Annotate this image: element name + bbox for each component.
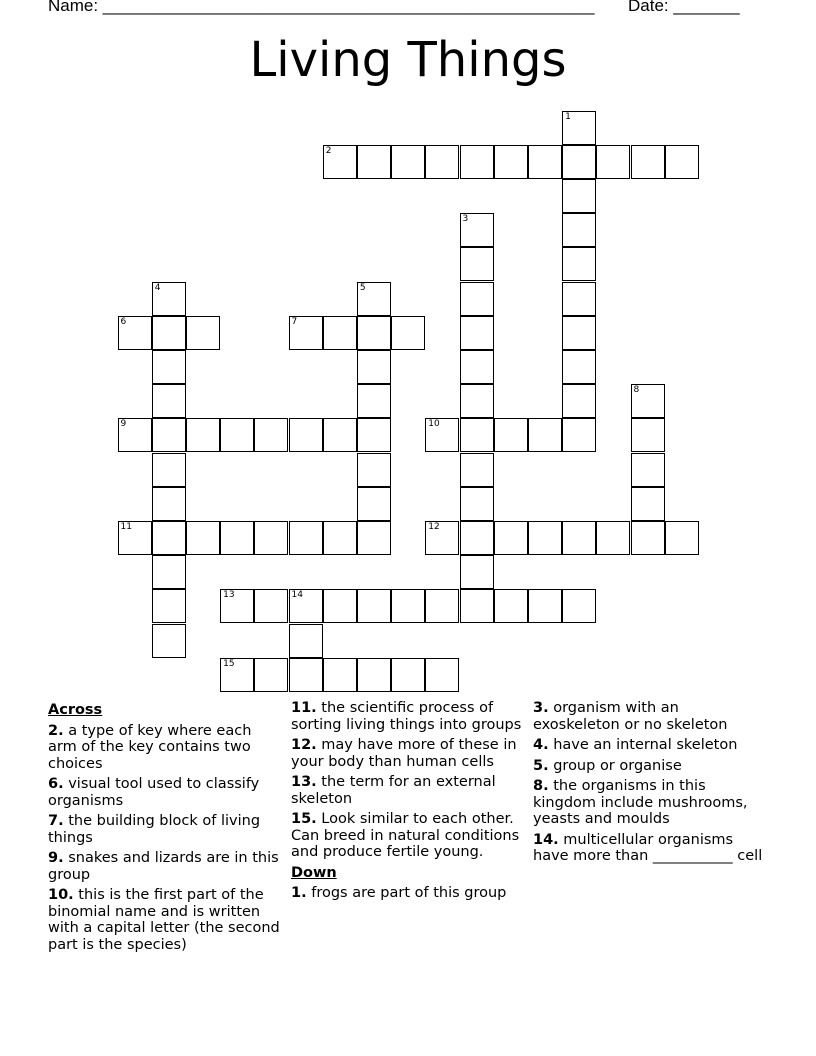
clue-item [48,887,283,953]
grid-cell[interactable] [562,521,596,555]
grid-cell[interactable] [425,418,459,452]
grid-cell[interactable] [528,589,562,623]
clue-text: snakes and lizards are in this group [48,850,279,883]
clue-number: 5. [533,757,549,774]
grid-cell[interactable] [254,418,288,452]
clue-item [48,723,283,773]
grid-cell[interactable] [460,247,494,281]
clue-text: frogs are part of this group [306,885,507,901]
down-clue-list [291,885,526,902]
grid-cell[interactable] [665,521,699,555]
grid-cell[interactable] [220,589,254,623]
clue-number: 14 [291,590,303,601]
clue-text: the term for an external skeleton [291,774,496,807]
grid-cell[interactable] [391,589,425,623]
clue-number: 14. [533,831,559,848]
grid-cell[interactable] [152,282,186,316]
grid-cell[interactable] [460,555,494,589]
grid-cell[interactable] [220,658,254,692]
grid-cell[interactable] [118,316,152,350]
clue-number: 11. [291,700,317,716]
clue-item [533,758,768,775]
grid-cell[interactable] [152,521,186,555]
grid-cell[interactable] [323,589,357,623]
clue-number: 15. [291,811,317,827]
clue-text: Look similar to each other. Can breed in natural conditions and produce fertile young. [291,811,520,860]
grid-cell[interactable] [391,145,425,179]
clue-text: visual tool used to classify organisms [48,776,260,809]
grid-cell[interactable] [118,521,152,555]
grid-cell[interactable] [425,145,459,179]
grid-cell[interactable] [631,145,665,179]
clue-item [48,776,283,809]
clue-number: 13 [223,590,235,601]
grid-cell[interactable] [562,247,596,281]
clues-column-2 [291,700,526,906]
clue-item [291,700,526,733]
grid-cell[interactable] [562,418,596,452]
grid-cell[interactable] [323,521,357,555]
grid-cell[interactable] [494,418,528,452]
clue-number: 12. [291,737,317,753]
grid-cell[interactable] [323,145,357,179]
clue-text: a type of key where each arm of the key contains two choices [48,722,252,772]
clue-number: 9. [48,850,64,866]
clues-column-1 [48,700,283,957]
grid-cell[interactable] [665,145,699,179]
grid-cell[interactable] [460,384,494,418]
grid-cell[interactable] [357,350,391,384]
clue-number: 13. [291,774,317,790]
grid-cell[interactable] [596,145,630,179]
grid-cell[interactable] [494,589,528,623]
grid-cell[interactable] [323,658,357,692]
clue-number: 8 [633,385,640,396]
grid-cell[interactable] [425,589,459,623]
clue-text: this is the first part of the binomial name and is written with a capital letter (the second part is the species) [48,887,280,953]
grid-cell[interactable] [460,213,494,247]
grid-cell[interactable] [528,145,562,179]
clue-number: 9 [120,419,127,430]
grid-cell[interactable] [391,316,425,350]
clue-text: the organisms in this kingdom include mushrooms, yeasts and moulds [533,778,748,827]
clue-item [533,832,768,865]
clue-text: may have more of these in your body than human cells [291,737,517,770]
grid-cell[interactable] [562,589,596,623]
grid-cell[interactable] [152,624,186,658]
clue-item [533,778,768,828]
grid-cell[interactable] [562,213,596,247]
grid-cell[interactable] [391,658,425,692]
clue-number: 7 [291,316,298,327]
grid-cell[interactable] [460,487,494,521]
grid-cell[interactable] [460,521,494,555]
grid-cell[interactable] [152,589,186,623]
grid-cell[interactable] [118,418,152,452]
grid-cell[interactable] [254,589,288,623]
grid-cell[interactable] [460,350,494,384]
grid-cell[interactable] [357,658,391,692]
clue-number: 2 [325,145,332,156]
grid-cell[interactable] [631,418,665,452]
grid-cell[interactable] [186,418,220,452]
clue-text: group or organise [548,757,682,774]
clue-number: 11 [120,521,132,532]
grid-cell[interactable] [289,624,323,658]
grid-cell[interactable] [357,282,391,316]
name-field: Name: ____________________________________________________ [48,0,595,15]
grid-cell[interactable] [254,521,288,555]
clue-text: the scientific process of sorting living things into groups [291,700,522,733]
grid-cell[interactable] [562,145,596,179]
grid-cell[interactable] [357,589,391,623]
clues-column-3 [533,700,768,869]
grid-cell[interactable] [152,316,186,350]
date-field: Date: _______ [628,0,740,15]
grid-cell[interactable] [460,418,494,452]
grid-cell[interactable] [528,521,562,555]
grid-cell[interactable] [631,487,665,521]
clue-number: 2. [48,722,64,739]
clue-number: 10. [48,887,74,903]
grid-cell[interactable] [562,384,596,418]
grid-cell[interactable] [562,316,596,350]
clue-number: 1. [291,885,307,901]
clue-text: multicellular organisms have more than ___________ cell [533,831,763,864]
grid-cell[interactable] [460,316,494,350]
grid-cell[interactable] [494,521,528,555]
grid-cell[interactable] [357,418,391,452]
clue-number: 5 [359,282,366,293]
clue-number: 4. [533,737,549,753]
down-clue-list-continued [533,700,768,865]
clue-number: 7. [48,813,64,829]
clue-number: 6. [48,776,64,792]
grid-cell[interactable] [562,282,596,316]
grid-cell[interactable] [357,453,391,487]
grid-cell[interactable] [357,145,391,179]
grid-cell[interactable] [460,282,494,316]
grid-cell[interactable] [460,145,494,179]
clue-item [291,774,526,807]
grid-cell[interactable] [562,179,596,213]
grid-cell[interactable] [152,350,186,384]
grid-cell[interactable] [289,418,323,452]
clue-item [291,737,526,770]
grid-cell[interactable] [631,521,665,555]
grid-cell[interactable] [323,316,357,350]
grid-cell[interactable] [494,145,528,179]
grid-cell[interactable] [289,316,323,350]
grid-cell[interactable] [596,521,630,555]
across-clue-list [48,723,283,954]
grid-cell[interactable] [425,658,459,692]
clue-number: 12 [428,521,440,532]
clue-item [533,737,768,754]
grid-cell[interactable] [631,384,665,418]
clue-text: have an internal skeleton [548,737,738,753]
grid-cell[interactable] [186,521,220,555]
clue-item [48,813,283,846]
clue-number: 3 [462,214,469,225]
across-heading: Across [48,702,103,718]
grid-cell[interactable] [562,111,596,145]
grid-cell[interactable] [631,453,665,487]
grid-cell[interactable] [357,316,391,350]
down-heading: Down [291,864,337,881]
grid-cell[interactable] [323,418,357,452]
grid-cell[interactable] [152,487,186,521]
grid-cell[interactable] [357,521,391,555]
clue-item [291,811,526,861]
clue-item [291,885,526,902]
page-title: Living Things [249,32,567,88]
grid-cell[interactable] [289,521,323,555]
clue-number: 1 [565,111,571,122]
grid-cell[interactable] [289,658,323,692]
clue-number: 15 [223,658,235,669]
grid-cell[interactable] [220,418,254,452]
grid-cell[interactable] [152,453,186,487]
grid-cell[interactable] [186,316,220,350]
across-clue-list-continued [291,700,526,861]
grid-cell[interactable] [357,487,391,521]
grid-cell[interactable] [562,350,596,384]
grid-cell[interactable] [152,555,186,589]
grid-cell[interactable] [460,453,494,487]
clue-number: 10 [428,419,440,430]
clue-number: 4 [154,282,161,293]
grid-cell[interactable] [289,589,323,623]
grid-cell[interactable] [460,589,494,623]
clue-number: 3. [533,700,549,716]
grid-cell[interactable] [357,384,391,418]
clue-text: organism with an exoskeleton or no skeleton [533,700,728,733]
grid-cell[interactable] [152,418,186,452]
grid-cell[interactable] [152,384,186,418]
grid-cell[interactable] [528,418,562,452]
clue-number: 8. [533,778,549,794]
clue-text: the building block of living things [48,813,261,846]
clue-number: 6 [120,316,127,327]
grid-cell[interactable] [254,658,288,692]
grid-cell[interactable] [425,521,459,555]
grid-cell[interactable] [220,521,254,555]
clue-item [48,850,283,883]
clue-item [533,700,768,733]
